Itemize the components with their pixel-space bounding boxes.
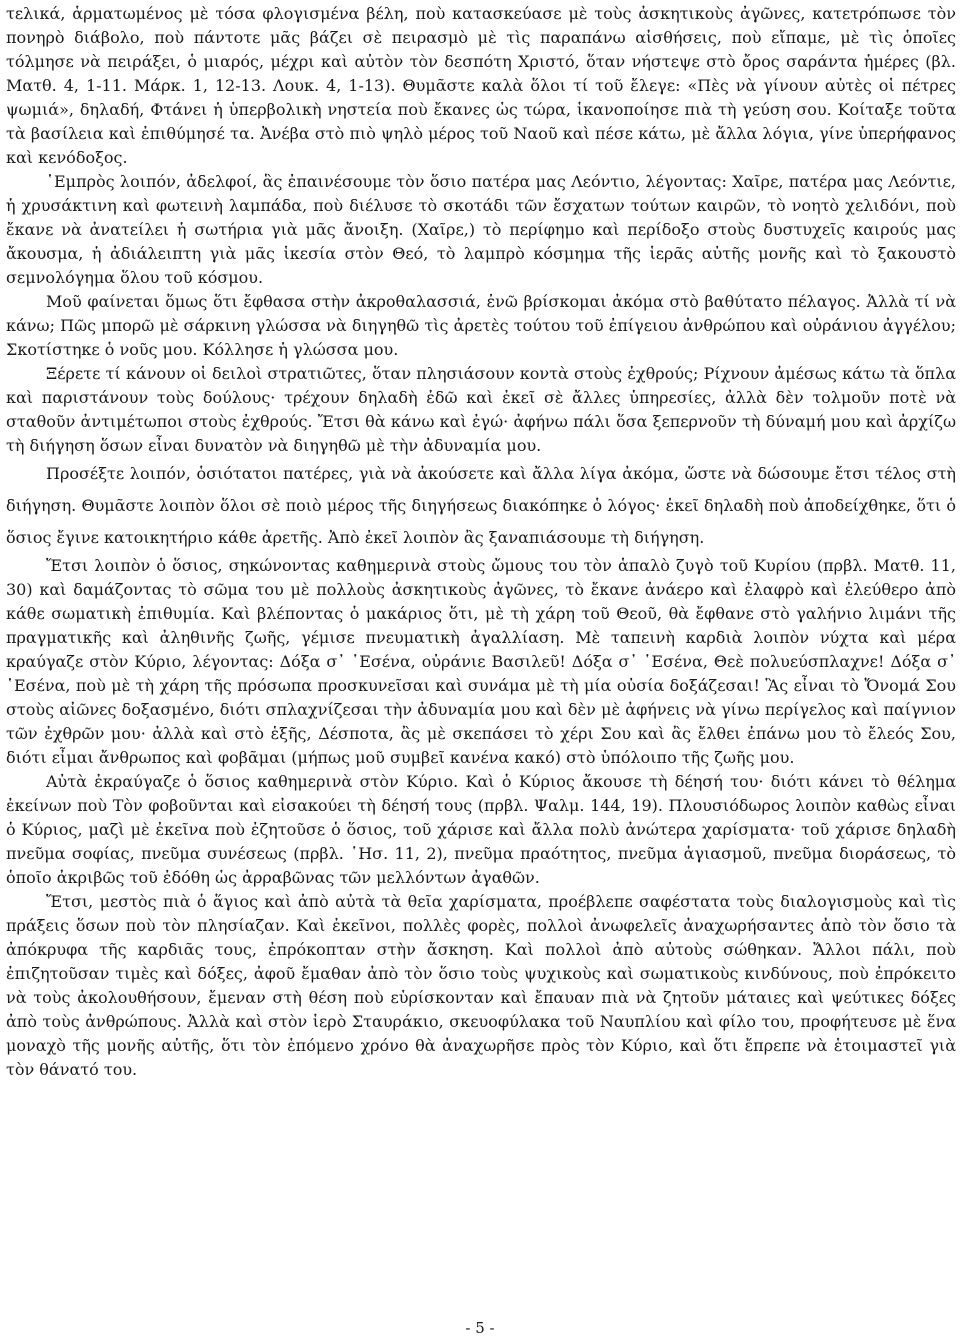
paragraph: Προσέξτε λοιπόν, ὁσιότατοι πατέρες, γιὰ νὰ ἀκούσετε καὶ ἄλλα λίγα ἀκόμα, ὥστε νὰ δώσουμε ἔτσι τέλος στὴ διήγηση. Θυμᾶστε λοιπὸν ὅλοι σὲ ποιὸ μέρος τῆς διηγήσεως διακόπηκε ὁ λόγος· ἐκεῖ δηλαδὴ ποὺ ἀποδείχθηκε, ὅτι ὁ ὅσιος ἔγινε κατοικητήριο κάθε ἀρετῆς. Ἀπὸ ἐκεῖ λοιπὸν ἂς ξαναπιάσουμε τὴ διήγηση. (6, 464, 956, 547)
page-number: - 5 - (465, 1319, 495, 1337)
paragraph: Ξέρετε τί κάνουν οἱ δειλοὶ στρατιῶτες, ὅταν πλησιάσουν κοντὰ στοὺς ἐχθρούς; Ρίχνουν ἀμέσως κάτω τὰ ὅπλα καὶ παριστάνουν τοὺς δούλους· τρέχουν δηλαδὴ ἐδῶ καὶ ἐκεῖ σὲ ἄλλες ὑπηρεσίες, ἀλλὰ δὲν τολμοῦν ποτὲ νὰ σταθοῦν ἀντιμέτωποι στοὺς ἐχθρούς. Ἔτσι θὰ κάνω καὶ ἐγώ· ἀφήνω πάλι ὅσα ξεπερνοῦν τὴ δύναμή μου καὶ ἀρχίζω τὴ διήγηση ὅσων εἶναι δυνατὸν νὰ διηγηθῶ μὲ τὴν ἀδυναμία μου. (6, 364, 956, 455)
paragraph: τελικά, ἁρματωμένος μὲ τόσα φλογισμένα βέλη, ποὺ κατασκεύασε μὲ τοὺς ἀσκητικοὺς ἀγῶνες, κατετρόπωσε τὸν πονηρὸ διάβολο, ποὺ πάντοτε μᾶς βάζει σὲ πειρασμὸ μὲ τὶς παραπάνω αἰσθήσεις, ποὺ εἴπαμε, μὲ τὶς ὁποῖες τόλμησε νὰ πειράξει, ὁ μιαρός, μέχρι καὶ αὐτὸν τὸν δεσπότη Χριστό, ὅταν νήστεψε στὸ ὄρος σαράντα ἡμέρες (βλ. Ματθ. 4, 1-11. Μάρκ. 1, 12-13. Λουκ. 4, 1-13). Θυμᾶστε καλὰ ὅλοι τί τοῦ ἔλεγε: «Πὲς νὰ γίνουν αὐτὲς οἱ πέτρες ψωμιά», δηλαδή, Φτάνει ἡ ὑπερβολικὴ νηστεία ποὺ ἔκανες ὡς τώρα, ἱκανοποίησε πιὰ τὴ γεύση σου. Κοίταξε τοῦτα τὰ βασίλεια καὶ ἐπιθύμησέ τα. Ἀνέβα στὸ πιὸ ψηλὸ μέρος τοῦ Ναοῦ καὶ πέσε κάτω, μὲ ἄλλα λόγια, γίνε ὑπερήφανος καὶ κενόδοξος. (6, 4, 956, 167)
paragraph: ῾Εμπρὸς λοιπόν, ἀδελφοί, ἃς ἐπαινέσουμε τὸν ὅσιο πατέρα μας Λεόντιο, λέγοντας: Χαῖρε, πατέρα μας Λεόντιε, ἡ χρυσάκτινη καὶ φωτεινὴ λαμπάδα, ποὺ διέλυσε τὸ σκοτάδι τῶν ἔσχατων τούτων καιρῶν, τὸ νοητὸ χελιδόνι, ποὺ ἔκανε νὰ ἀνατείλει ἡ σωτήρια γιὰ μᾶς ἄνοιξη. (Χαῖρε,) τὸ περίφημο καὶ περίδοξο στοὺς δυστυχεῖς καιρούς μας ἄκουσμα, ἡ ἀδιάλειπτη γιὰ μᾶς ἱκεσία στὸν Θεό, τὸ λαμπρὸ κόσμημα τῆς ἱερᾶς αὐτῆς μονῆς καὶ τὸ ξακουστὸ σεμνολόγημα ὅλου τοῦ κόσμου. (6, 172, 956, 287)
paragraph: Μοῦ φαίνεται ὅμως ὅτι ἔφθασα στὴν ἀκροθαλασσιά, ἐνῶ βρίσκομαι ἀκόμα στὸ βαθύτατο πέλαγος. Ἀλλὰ τί νὰ κάνω; Πῶς μπορῶ μὲ σάρκινη γλώσσα νὰ διηγηθῶ τὶς ἀρετὲς τούτου τοῦ ἐπίγειου ἀνθρώπου καὶ οὐράνιου ἀγγέλου; Σκοτίστηκε ὁ νοῦς μου. Κόλλησε ἡ γλώσσα μου. (6, 292, 956, 359)
paragraph: Αὐτὰ ἐκραύγαζε ὁ ὅσιος καθημερινὰ στὸν Κύριο. Καὶ ὁ Κύριος ἄκουσε τὴ δέησή του· διότι κάνει τὸ θέλημα ἐκείνων ποὺ Τὸν φοβοῦνται καὶ εἰσακούει τὴ δέησή τους (πρβλ. Ψαλμ. 144, 19). Πλουσιόδωρος λοιπὸν καθὼς εἶναι ὁ Κύριος, μαζὶ μὲ ἐκεῖνα ποὺ ἐζητοῦσε ὁ ὅσιος, τοῦ χάρισε καὶ ἄλλα πολὺ ἀνώτερα χαρίσματα· τοῦ χάρισε δηλαδὴ πνεῦμα σοφίας, πνεῦμα συνέσεως (πρβλ. ῾Ησ. 11, 2), πνεῦμα πραότητος, πνεῦμα ἁγιασμοῦ, πνεῦμα διοράσεως, τὸ ὁποῖο ἀκριβῶς τοῦ ἐδόθη ὡς ἀρραβῶνας τῶν μελλόντων ἀγαθῶν. (6, 772, 956, 887)
paragraph: Ἔτσι λοιπὸν ὁ ὅσιος, σηκώνοντας καθημερινὰ στοὺς ὤμους του τὸν ἁπαλὸ ζυγὸ τοῦ Κυρίου (πρβλ. Ματθ. 11, 30) καὶ δαμάζοντας τὸ σῶμα του μὲ πολλοὺς ἀσκητικοὺς ἀγῶνες, τὸ ἔκανε ἀνάερο καὶ ἐλαφρὸ καὶ ἐλεύθερο ἀπὸ κάθε σωματικὴ ἐπιθυμία. Καὶ βλέποντας ὁ μακάριος ὅτι, μὲ τὴ χάρη τοῦ Θεοῦ, θὰ ἔφθανε στὸ γαλήνιο λιμάνι τῆς πραγματικῆς καὶ ἀληθινῆς ζωῆς, γέμισε πνευματικὴ ἀγαλλίαση. Μὲ ταπεινὴ καρδιὰ λοιπὸν νύχτα καὶ μέρα κραύγαζε στὸν Κύριο, λέγοντας: Δόξα σ᾽ ῾Εσένα, οὐράνιε Βασιλεῦ! Δόξα σ᾽ ῾Εσένα, Θεὲ πολυεύσπλαχνε! Δόξα σ᾽ ῾Εσένα, ποὺ μὲ τὴ χάρη τῆς πρόσωπα προσκυνεῖσαι καὶ συνάμα μὲ τὴ μία οὐσία δοξάζεσαι! Ἃς εἶναι τὸ Ὄνομά Σου στοὺς αἰῶνες δοξασμένο, διότι σπλαχνίζεσαι τὴν ἀδυναμία μου καὶ δὲν μὲ ἀφήνεις νὰ γίνω περίγελος καὶ παίγνιον τῶν ἐχθρῶν μου· ἀλλὰ καὶ στὸ ἑξῆς, Δέσποτα, ἂς μὲ σκεπάσει τὸ χέρι Σου καὶ ἂς ἔλθει ἐπάνω μου τὸ ἔλεός Σου, διότι εἶμαι ἄνθρωπος καὶ φοβᾶμαι (μήπως μοῦ συμβεῖ κανένα κακό) στὸ ὑπόλοιπο τῆς ζωῆς μου. (6, 556, 956, 767)
body-text (6, 2, 956, 1082)
paragraph: Ἔτσι, μεστὸς πιὰ ὁ ἅγιος καὶ ἀπὸ αὐτὰ τὰ θεῖα χαρίσματα, προέβλεπε σαφέστατα τοὺς διαλογισμοὺς καὶ τὶς πράξεις ὅσων ποὺ τὸν πλησίαζαν. Καὶ ἐκεῖνοι, πολλὲς φορὲς, πολλοὶ ἀνωφελεῖς ἀναχωρήσαντες ἀπὸ τὸν ὅσιο τὰ ἀπόκρυφα τῆς καρδιᾶς τους, ἐπρόκοπταν στὴν ἄσκηση. Καὶ πολλοὶ ἀπὸ αὐτοὺς σώθηκαν. Ἄλλοι πάλι, ποὺ ἐπιζητοῦσαν τιμὲς καὶ δόξες, ἀφοῦ ἔμαθαν ἀπὸ τὸν ὅσιο τοὺς ψυχικοὺς καὶ σωματικοὺς κινδύνους, ποὺ ἐπρόκειτο νὰ τοὺς ἀκολουθήσουν, ἔμεναν στὴ θέση ποὺ εὑρίσκονταν καὶ ἔπαυαν πιὰ νὰ ζητοῦν μάταιες καὶ ψεύτικες δόξες ἀπὸ τοὺς ἀνθρώπους. Ἀλλὰ καὶ στὸν ἱερὸ Σταυράκιο, σκευοφύλακα τοῦ Ναυπλίου καὶ φίλο του, προφήτευσε μὲ ἕνα μοναχὸ τῆς μονῆς αὐτῆς, ὅτι τὸν ἑπόμενο χρόνο θὰ ἀναχωρῆσε πρὸς τὸν Κύριο, καὶ ὅτι ἔπρεπε νὰ ἑτοιμαστεῖ γιὰ τὸν θάνατό του. (6, 892, 956, 1079)
